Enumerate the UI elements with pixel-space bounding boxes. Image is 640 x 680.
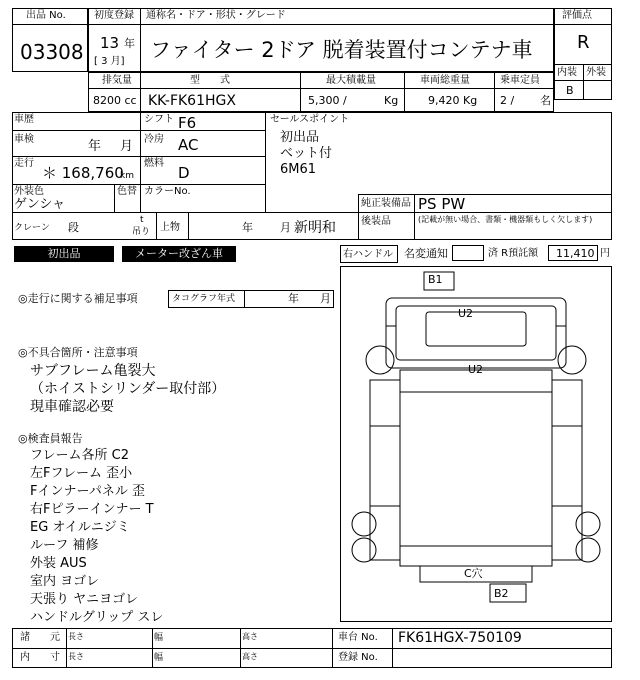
first-reg-label: 初度登録 <box>94 10 134 21</box>
color-label: 外装色 <box>14 186 44 197</box>
interior-label: 内装 <box>557 67 577 78</box>
defect-line-2: （ホイストシリンダー取付部） <box>30 381 226 397</box>
recycle-unit: 円 <box>600 248 610 259</box>
diagram-c-hole: C穴 <box>464 567 483 580</box>
body-year: 年 <box>242 221 253 234</box>
first-reg-year: 13 <box>100 34 120 52</box>
fuel-label: 燃料 <box>144 158 164 169</box>
inspector-line-3: Fインナーパネル 歪 <box>30 484 145 499</box>
aircon-label: 冷房 <box>144 134 164 145</box>
right-handle: 右ハンドル <box>343 249 393 260</box>
mileage-value: ＊ 168,760 <box>42 164 124 182</box>
inspector-title: ◎検査員報告 <box>18 432 83 445</box>
history-label: 車歴 <box>14 114 34 125</box>
defect-line-3: 現車確認必要 <box>30 399 114 415</box>
defect-title: ◎不具合箇所・注意事項 <box>18 346 138 359</box>
diagram-b1: B1 <box>428 273 443 286</box>
model-value: KK-FK61HGX <box>148 93 236 109</box>
name-change-label: 名変通知 <box>404 247 448 260</box>
retrofit-note: (記載が無い場合、書類・機器類もしく欠します) <box>418 215 593 224</box>
chassis-label: 車台 No. <box>338 632 378 643</box>
inspection-label: 車検 <box>14 134 34 145</box>
shift-value: F6 <box>178 114 197 132</box>
meter-tamper-badge: メーター改ざん車 <box>122 246 236 262</box>
defect-line-1: サブフレーム亀裂大 <box>30 363 156 379</box>
genuine-items: PS PW <box>418 195 466 213</box>
length-label-1: 長さ <box>68 632 84 641</box>
aircon-value: AC <box>178 136 199 154</box>
color-no-label: 色替 <box>117 186 137 197</box>
first-reg-month: [ 3 月] <box>94 56 125 67</box>
name-label: 通称名・ドア・形状・グレード <box>146 10 286 21</box>
capacity-value: 2 / <box>500 94 515 107</box>
lot-label: 出品 No. <box>26 10 66 21</box>
grade-value: R <box>577 32 590 53</box>
footer-row2-label: 内 寸 <box>20 652 60 663</box>
max-load-value: 5,300 / <box>308 94 347 107</box>
shift-label: シフト <box>144 114 174 125</box>
color-code-label: カラーNo. <box>144 186 191 197</box>
chassis-no: FK61HGX-750109 <box>398 630 522 646</box>
sales-point-2: ベット付 <box>280 146 333 161</box>
sales-point-1: 初出品 <box>280 130 320 145</box>
inspector-line-8: 室内 ヨゴレ <box>30 574 100 589</box>
capacity-label: 乗車定員 <box>500 75 540 86</box>
diagram-u2-mid: U2 <box>468 363 484 376</box>
crane-ton: t <box>140 215 144 225</box>
inspector-line-5: EG オイルニジミ <box>30 520 130 535</box>
year-label: 年 <box>124 37 135 50</box>
gross-weight-value: 9,420 Kg <box>428 94 478 107</box>
diagram-u2-top: U2 <box>458 307 474 320</box>
gross-weight-label: 車両総重量 <box>420 75 470 86</box>
capacity-unit: 名 <box>540 94 551 107</box>
length-label-2: 長さ <box>68 652 84 661</box>
driving-title: ◎走行に関する補足事項 <box>18 292 138 305</box>
sales-point-3: 6M61 <box>280 162 317 177</box>
crane-label: クレーン <box>14 223 50 233</box>
inspector-line-10: ハンドルグリップ スレ <box>30 610 164 625</box>
model-label: 型 式 <box>190 75 230 86</box>
tachograph-year: 年 <box>288 292 299 305</box>
crane-lift: 吊り <box>132 227 151 237</box>
body-month: 月 <box>280 221 291 234</box>
body-label: 上物 <box>160 222 180 233</box>
height-label-2: 高さ <box>242 652 258 661</box>
lot-number: 03308 <box>20 40 84 64</box>
name-change-check <box>452 245 484 261</box>
width-label-1: 幅 <box>154 633 164 643</box>
diagram-b2: B2 <box>494 587 509 600</box>
mileage-unit: km <box>120 171 134 181</box>
inspector-line-6: ルーフ 補修 <box>30 538 99 553</box>
recycle-label: 済 R預託額 <box>488 248 539 259</box>
grade-label: 評価点 <box>562 10 592 21</box>
max-load-unit: Kg <box>384 94 399 107</box>
retrofit-label: 後装品 <box>361 216 391 227</box>
inspector-line-2: 左Fフレーム 歪小 <box>30 466 133 481</box>
reg-label: 登録 No. <box>338 652 378 663</box>
first-listing-badge: 初出品 <box>14 246 114 262</box>
sales-label: セールスポイント <box>270 114 350 125</box>
tachograph-month: 月 <box>320 292 331 305</box>
interior-value: B <box>566 84 574 97</box>
inspection-month: 月 <box>120 139 134 154</box>
max-load-label: 最大積載量 <box>326 75 376 86</box>
tachograph-label: タコグラフ年式 <box>172 294 236 304</box>
footer-row1-label: 諸 元 <box>20 632 60 643</box>
inspector-line-1: フレーム各所 C2 <box>30 448 129 463</box>
recycle-amount: 11,410 <box>556 247 595 260</box>
inspector-line-7: 外装 AUS <box>30 556 87 571</box>
inspector-line-4: 右Fピラーインナー T <box>30 502 154 517</box>
car-name: ファイター 2ドア 脱着装置付コンテナ車 <box>150 38 533 62</box>
mileage-label: 走行 <box>14 158 34 169</box>
crane-stage: 段 <box>68 221 79 234</box>
genuine-label: 純正装備品 <box>361 198 411 209</box>
width-label-2: 幅 <box>154 653 164 663</box>
displacement-label: 排気量 <box>102 75 132 86</box>
color-value: ゲンシャ <box>14 197 66 212</box>
body-maker: 新明和 <box>294 220 336 236</box>
fuel-value: D <box>178 164 190 182</box>
exterior-label: 外装 <box>586 67 606 78</box>
height-label-1: 高さ <box>242 632 258 641</box>
inspector-line-9: 天張り ヤニヨゴレ <box>30 592 139 607</box>
displacement-value: 8200 cc <box>93 94 137 107</box>
inspection-year: 年 <box>88 139 102 154</box>
